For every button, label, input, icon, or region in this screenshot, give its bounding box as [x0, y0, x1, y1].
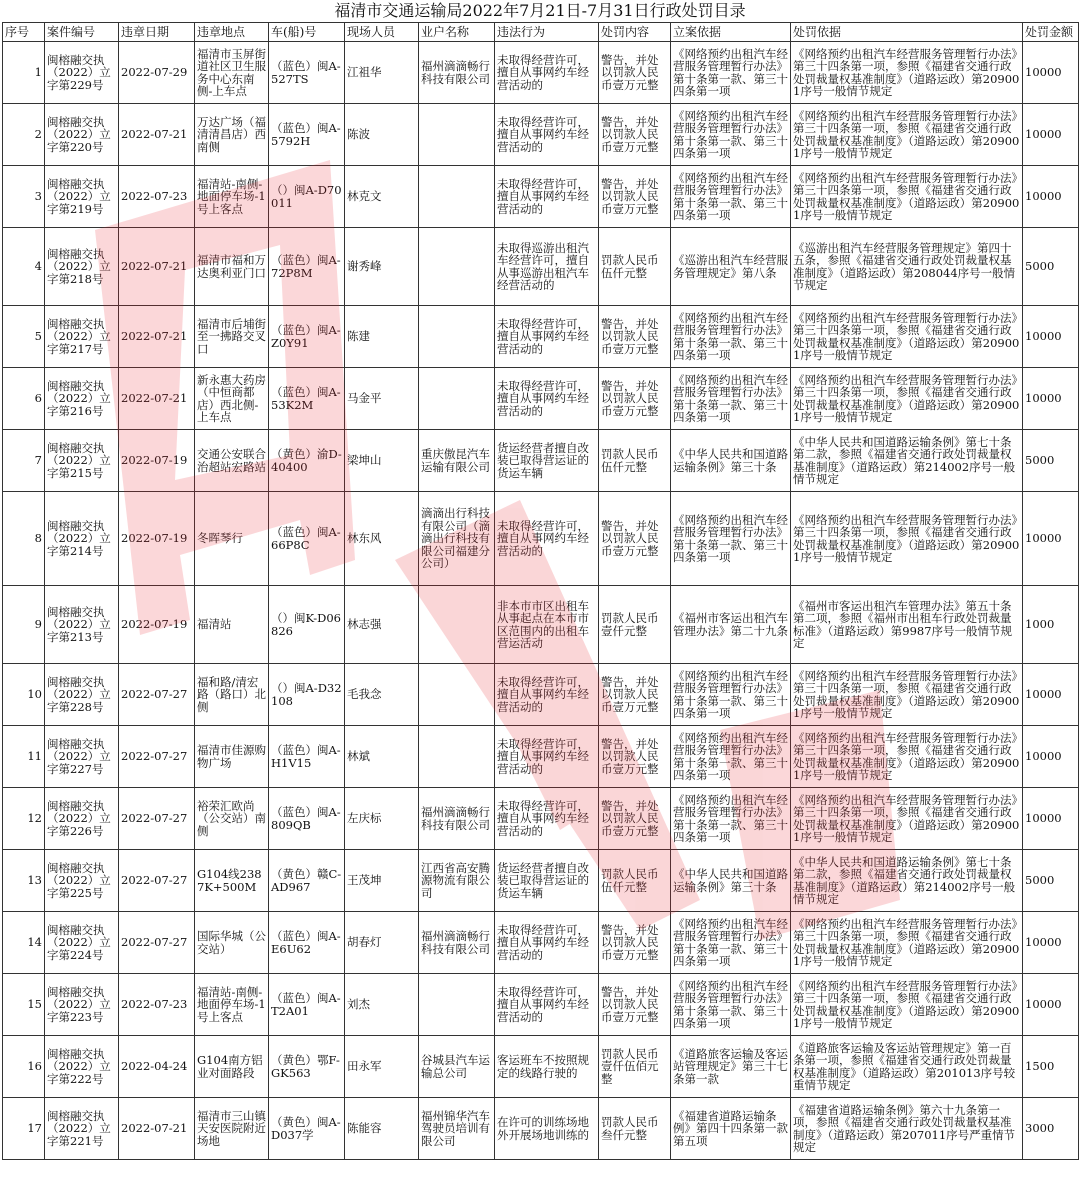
- penalty-content-cell: 罚款人民币壹仟元整: [599, 586, 671, 664]
- plate-number-cell: （蓝色）闽A-66P8C: [269, 492, 345, 586]
- header-cell: 业户名称: [419, 23, 495, 42]
- penalty-amount-cell: 5000: [1023, 850, 1079, 912]
- owner-name-cell: 福州滴滴畅行科技有限公司: [419, 912, 495, 974]
- violation-act-cell: 未取得经营许可，擅自从事网约车经营活动的: [495, 42, 599, 104]
- onsite-person-cell: 林斌: [345, 726, 419, 788]
- owner-name-cell: 福州锦华汽车驾驶员培训有限公司: [419, 1098, 495, 1160]
- case-number-cell: 闽榕融交执（2022）立字第227号: [45, 726, 119, 788]
- row-number-cell: 7: [3, 430, 45, 492]
- filing-basis-cell: 《网络预约出租汽车经营服务管理暂行办法》第十条第一款、第三十四条第一项: [671, 166, 791, 228]
- violation-date-cell: 2022-07-21: [119, 306, 195, 368]
- table-row: [3, 368, 1079, 430]
- plate-number-cell: （黄色）闽A-D037学: [269, 1098, 345, 1160]
- violation-date-cell: 2022-07-19: [119, 430, 195, 492]
- filing-basis-cell: 《网络预约出租汽车经营服务管理暂行办法》第十条第一款、第三十四条第一项: [671, 664, 791, 726]
- penalty-content-cell: 罚款人民币伍仟元整: [599, 228, 671, 306]
- owner-name-cell: 福州滴滴畅行科技有限公司: [419, 42, 495, 104]
- filing-basis-cell: 《福建省道路运输条例》第四十四条第一款第五项: [671, 1098, 791, 1160]
- violation-act-cell: 货运经营者擅自改装已取得营运证的货运车辆: [495, 430, 599, 492]
- case-number-cell: 闽榕融交执（2022）立字第218号: [45, 228, 119, 306]
- onsite-person-cell: 林志强: [345, 586, 419, 664]
- penalty-amount-cell: 10000: [1023, 664, 1079, 726]
- header-cell: 序号: [3, 23, 45, 42]
- penalty-amount-cell: 5000: [1023, 430, 1079, 492]
- penalty-basis-cell: 《中华人民共和国道路运输条例》第七十条第二款，参照《福建省交通行政处罚裁量权基准制度》（道路运政）第214002序号一般情节规定: [791, 850, 1023, 912]
- header-cell: 处罚依据: [791, 23, 1023, 42]
- header-cell: 违法行为: [495, 23, 599, 42]
- penalty-amount-cell: 10000: [1023, 726, 1079, 788]
- violation-place-cell: 福清市福和万达奥利亚门口: [195, 228, 269, 306]
- onsite-person-cell: 谢秀峰: [345, 228, 419, 306]
- penalty-basis-cell: 《网络预约出租汽车经营服务管理暂行办法》第三十四条第一项，参照《福建省交通行政处罚裁量权基准制度》（道路运政）第209001序号一般情节规定: [791, 726, 1023, 788]
- penalty-amount-cell: 10000: [1023, 368, 1079, 430]
- violation-act-cell: 未取得经营许可，擅自从事网约车经营活动的: [495, 492, 599, 586]
- violation-act-cell: 货运经营者擅自改装已取得营运证的货运车辆: [495, 850, 599, 912]
- filing-basis-cell: 《网络预约出租汽车经营服务管理暂行办法》第十条第一款、第三十四条第一项: [671, 726, 791, 788]
- header-cell: 违章日期: [119, 23, 195, 42]
- penalty-content-cell: 警告，并处以罚款人民币壹万元整: [599, 104, 671, 166]
- onsite-person-cell: 刘杰: [345, 974, 419, 1036]
- violation-act-cell: 未取得经营许可，擅自从事网约车经营活动的: [495, 912, 599, 974]
- plate-number-cell: （蓝色）闽A-Z0Y91: [269, 306, 345, 368]
- row-number-cell: 4: [3, 228, 45, 306]
- violation-place-cell: 福清站: [195, 586, 269, 664]
- case-number-cell: 闽榕融交执（2022）立字第224号: [45, 912, 119, 974]
- penalty-basis-cell: 《福州市客运出租汽车管理办法》第五十条第二项，参照《福州市出租车行政处罚裁量标准》（道路运政）第9987序号一般情节规定: [791, 586, 1023, 664]
- table-body: [3, 42, 1079, 1160]
- header-cell: 处罚金额: [1023, 23, 1079, 42]
- plate-number-cell: （蓝色）闽A-5792H: [269, 104, 345, 166]
- violation-act-cell: 未取得经营许可，擅自从事网约车经营活动的: [495, 166, 599, 228]
- penalty-amount-cell: 1500: [1023, 1036, 1079, 1098]
- penalty-content-cell: 警告，并处以罚款人民币壹万元整: [599, 42, 671, 104]
- row-number-cell: 16: [3, 1036, 45, 1098]
- table-row: [3, 228, 1079, 306]
- penalty-basis-cell: 《网络预约出租汽车经营服务管理暂行办法》第三十四条第一项，参照《福建省交通行政处罚裁量权基准制度》（道路运政）第209001序号一般情节规定: [791, 306, 1023, 368]
- violation-act-cell: 在许可的训练场地外开展场地训练的: [495, 1098, 599, 1160]
- owner-name-cell: [419, 104, 495, 166]
- violation-date-cell: 2022-04-24: [119, 1036, 195, 1098]
- filing-basis-cell: 《网络预约出租汽车经营服务管理暂行办法》第十条第一款、第三十四条第一项: [671, 306, 791, 368]
- onsite-person-cell: 马金平: [345, 368, 419, 430]
- violation-place-cell: 国际华城（公交站）: [195, 912, 269, 974]
- plate-number-cell: （蓝色）闽A-527TS: [269, 42, 345, 104]
- penalty-basis-cell: 《网络预约出租汽车经营服务管理暂行办法》第三十四条第一项，参照《福建省交通行政处罚裁量权基准制度》（道路运政）第209001序号一般情节规定: [791, 974, 1023, 1036]
- page-title: 福清市交通运输局2022年7月21日-7月31日行政处罚目录: [334, 1, 746, 20]
- table-row: [3, 664, 1079, 726]
- violation-act-cell: 未取得经营许可，擅自从事网约车经营活动的: [495, 664, 599, 726]
- filing-basis-cell: 《网络预约出租汽车经营服务管理暂行办法》第十条第一款、第三十四条第一项: [671, 492, 791, 586]
- violation-date-cell: 2022-07-27: [119, 788, 195, 850]
- violation-act-cell: 非本市市区出租车从事起点在本市市区范围内的出租车营运活动: [495, 586, 599, 664]
- penalty-amount-cell: 3000: [1023, 1098, 1079, 1160]
- filing-basis-cell: 《网络预约出租汽车经营服务管理暂行办法》第十条第一款、第三十四条第一项: [671, 974, 791, 1036]
- penalty-basis-cell: 《网络预约出租汽车经营服务管理暂行办法》第三十四条第一项，参照《福建省交通行政处罚裁量权基准制度》（道路运政）第209001序号一般情节规定: [791, 42, 1023, 104]
- row-number-cell: 13: [3, 850, 45, 912]
- filing-basis-cell: 《网络预约出租汽车经营服务管理暂行办法》第十条第一款、第三十四条第一项: [671, 104, 791, 166]
- plate-number-cell: （蓝色）闽A-53K2M: [269, 368, 345, 430]
- penalty-content-cell: 罚款人民币伍仟元整: [599, 430, 671, 492]
- onsite-person-cell: 胡春灯: [345, 912, 419, 974]
- case-number-cell: 闽榕融交执（2022）立字第215号: [45, 430, 119, 492]
- case-number-cell: 闽榕融交执（2022）立字第220号: [45, 104, 119, 166]
- penalty-basis-cell: 《网络预约出租汽车经营服务管理暂行办法》第三十四条第一项，参照《福建省交通行政处罚裁量权基准制度》（道路运政）第209001序号一般情节规定: [791, 368, 1023, 430]
- case-number-cell: 闽榕融交执（2022）立字第216号: [45, 368, 119, 430]
- violation-place-cell: 冬晖琴行: [195, 492, 269, 586]
- owner-name-cell: [419, 664, 495, 726]
- violation-date-cell: 2022-07-29: [119, 42, 195, 104]
- case-number-cell: 闽榕融交执（2022）立字第221号: [45, 1098, 119, 1160]
- violation-act-cell: 未取得经营许可，擅自从事网约车经营活动的: [495, 974, 599, 1036]
- table-row: [3, 974, 1079, 1036]
- violation-date-cell: 2022-07-21: [119, 1098, 195, 1160]
- onsite-person-cell: 江祖华: [345, 42, 419, 104]
- filing-basis-cell: 《网络预约出租汽车经营服务管理暂行办法》第十条第一款、第三十四条第一项: [671, 788, 791, 850]
- penalty-basis-cell: 《巡游出租汽车经营服务管理规定》第四十五条，参照《福建省交通行政处罚裁量权基准制度》（道路运政）第208044序号一般情节规定: [791, 228, 1023, 306]
- table-row: [3, 166, 1079, 228]
- violation-date-cell: 2022-07-21: [119, 104, 195, 166]
- filing-basis-cell: 《网络预约出租汽车经营服务管理暂行办法》第十条第一款、第三十四条第一项: [671, 368, 791, 430]
- table-row: [3, 492, 1079, 586]
- violation-place-cell: 福清市玉屏街道社区卫生服务中心东南侧-上车点: [195, 42, 269, 104]
- plate-number-cell: （）闽A-D32108: [269, 664, 345, 726]
- penalty-table: [2, 22, 1079, 1160]
- onsite-person-cell: 陈建: [345, 306, 419, 368]
- case-number-cell: 闽榕融交执（2022）立字第219号: [45, 166, 119, 228]
- onsite-person-cell: 田永军: [345, 1036, 419, 1098]
- onsite-person-cell: 梁坤山: [345, 430, 419, 492]
- owner-name-cell: [419, 586, 495, 664]
- owner-name-cell: 福州滴滴畅行科技有限公司: [419, 788, 495, 850]
- penalty-basis-cell: 《福建省道路运输条例》第六十九条第一项，参照《福建省交通行政处罚裁量权基准制度》（道路运政）第207011序号严重情节规定: [791, 1098, 1023, 1160]
- row-number-cell: 6: [3, 368, 45, 430]
- plate-number-cell: （蓝色）闽A-E6U62: [269, 912, 345, 974]
- case-number-cell: 闽榕融交执（2022）立字第229号: [45, 42, 119, 104]
- case-number-cell: 闽榕融交执（2022）立字第214号: [45, 492, 119, 586]
- table-row: [3, 726, 1079, 788]
- onsite-person-cell: 陈能容: [345, 1098, 419, 1160]
- penalty-amount-cell: 10000: [1023, 912, 1079, 974]
- penalty-basis-cell: 《网络预约出租汽车经营服务管理暂行办法》第三十四条第一项，参照《福建省交通行政处罚裁量权基准制度》（道路运政）第209001序号一般情节规定: [791, 492, 1023, 586]
- owner-name-cell: 谷城县汽车运输总公司: [419, 1036, 495, 1098]
- row-number-cell: 11: [3, 726, 45, 788]
- violation-place-cell: 福清市后埔街至一拂路交叉口: [195, 306, 269, 368]
- violation-place-cell: 交通公安联合治超站宏路站: [195, 430, 269, 492]
- filing-basis-cell: 《福州市客运出租汽车管理办法》第二十九条: [671, 586, 791, 664]
- row-number-cell: 2: [3, 104, 45, 166]
- violation-place-cell: G104南方铝业对面路段: [195, 1036, 269, 1098]
- violation-date-cell: 2022-07-21: [119, 368, 195, 430]
- plate-number-cell: （黄色）赣C-AD967: [269, 850, 345, 912]
- violation-date-cell: 2022-07-23: [119, 974, 195, 1036]
- penalty-basis-cell: 《网络预约出租汽车经营服务管理暂行办法》第三十四条第一项，参照《福建省交通行政处罚裁量权基准制度》（道路运政）第209001序号一般情节规定: [791, 664, 1023, 726]
- header-cell: 车(船)号: [269, 23, 345, 42]
- onsite-person-cell: 王茂坤: [345, 850, 419, 912]
- table-row: [3, 1098, 1079, 1160]
- violation-place-cell: 福清市佳源购物广场: [195, 726, 269, 788]
- onsite-person-cell: 陈波: [345, 104, 419, 166]
- violation-place-cell: 福和路/清宏路（路口）北侧: [195, 664, 269, 726]
- plate-number-cell: （）闽A-D70011: [269, 166, 345, 228]
- penalty-content-cell: 罚款人民币伍仟元整: [599, 850, 671, 912]
- row-number-cell: 15: [3, 974, 45, 1036]
- case-number-cell: 闽榕融交执（2022）立字第225号: [45, 850, 119, 912]
- violation-act-cell: 未取得经营许可，擅自从事网约车经营活动的: [495, 104, 599, 166]
- case-number-cell: 闽榕融交执（2022）立字第217号: [45, 306, 119, 368]
- penalty-basis-cell: 《网络预约出租汽车经营服务管理暂行办法》第三十四条第一项，参照《福建省交通行政处罚裁量权基准制度》（道路运政）第209001序号一般情节规定: [791, 912, 1023, 974]
- penalty-amount-cell: 1000: [1023, 586, 1079, 664]
- penalty-content-cell: 警告，并处以罚款人民币壹万元整: [599, 368, 671, 430]
- penalty-amount-cell: 10000: [1023, 306, 1079, 368]
- owner-name-cell: [419, 974, 495, 1036]
- violation-date-cell: 2022-07-27: [119, 664, 195, 726]
- violation-act-cell: 未取得经营许可，擅自从事网约车经营活动的: [495, 726, 599, 788]
- filing-basis-cell: 《巡游出租汽车经营服务管理规定》第八条: [671, 228, 791, 306]
- plate-number-cell: （黄色）渝D-40400: [269, 430, 345, 492]
- violation-place-cell: 万达广场（福清清昌店）西南侧: [195, 104, 269, 166]
- penalty-content-cell: 警告，并处以罚款人民币壹万元整: [599, 166, 671, 228]
- violation-date-cell: 2022-07-27: [119, 726, 195, 788]
- penalty-amount-cell: 10000: [1023, 104, 1079, 166]
- violation-place-cell: 福清站-南侧-地面停车场-1号上客点: [195, 974, 269, 1036]
- violation-act-cell: 客运班车不按照规定的线路行驶的: [495, 1036, 599, 1098]
- penalty-content-cell: 警告，并处以罚款人民币壹万元整: [599, 726, 671, 788]
- penalty-content-cell: 警告，并处以罚款人民币壹万元整: [599, 912, 671, 974]
- table-row: [3, 306, 1079, 368]
- row-number-cell: 8: [3, 492, 45, 586]
- row-number-cell: 3: [3, 166, 45, 228]
- onsite-person-cell: 林东风: [345, 492, 419, 586]
- penalty-content-cell: 罚款人民币壹仟伍佰元整: [599, 1036, 671, 1098]
- owner-name-cell: [419, 726, 495, 788]
- row-number-cell: 5: [3, 306, 45, 368]
- header-cell: 处罚内容: [599, 23, 671, 42]
- penalty-basis-cell: 《网络预约出租汽车经营服务管理暂行办法》第三十四条第一项，参照《福建省交通行政处罚裁量权基准制度》（道路运政）第209001序号一般情节规定: [791, 788, 1023, 850]
- penalty-content-cell: 警告，并处以罚款人民币壹万元整: [599, 306, 671, 368]
- violation-act-cell: 未取得经营许可，擅自从事网约车经营活动的: [495, 788, 599, 850]
- row-number-cell: 10: [3, 664, 45, 726]
- violation-date-cell: 2022-07-27: [119, 850, 195, 912]
- filing-basis-cell: 《道路旅客运输及客运站管理规定》第三十七条第一款: [671, 1036, 791, 1098]
- penalty-amount-cell: 10000: [1023, 42, 1079, 104]
- table-row: [3, 42, 1079, 104]
- table-row: [3, 586, 1079, 664]
- violation-act-cell: 未取得经营许可，擅自从事网约车经营活动的: [495, 306, 599, 368]
- violation-act-cell: 未取得巡游出租汽车经营许可，擅自从事巡游出租汽车经营活动的: [495, 228, 599, 306]
- penalty-amount-cell: 5000: [1023, 228, 1079, 306]
- row-number-cell: 12: [3, 788, 45, 850]
- owner-name-cell: [419, 306, 495, 368]
- penalty-content-cell: 警告，并处以罚款人民币壹万元整: [599, 492, 671, 586]
- penalty-amount-cell: 10000: [1023, 166, 1079, 228]
- violation-place-cell: 新永惠大药房（中恒商都店）西北侧-上车点: [195, 368, 269, 430]
- violation-act-cell: 未取得经营许可，擅自从事网约车经营活动的: [495, 368, 599, 430]
- plate-number-cell: （蓝色）闽A-809QB: [269, 788, 345, 850]
- penalty-content-cell: 警告，并处以罚款人民币壹万元整: [599, 664, 671, 726]
- onsite-person-cell: 左庆标: [345, 788, 419, 850]
- penalty-content-cell: 警告，并处以罚款人民币壹万元整: [599, 788, 671, 850]
- plate-number-cell: （黄色）鄂F-GK563: [269, 1036, 345, 1098]
- table-header-row: [3, 23, 1079, 42]
- owner-name-cell: 重庆傲昆汽车运输有限公司: [419, 430, 495, 492]
- table-row: [3, 104, 1079, 166]
- case-number-cell: 闽榕融交执（2022）立字第213号: [45, 586, 119, 664]
- violation-place-cell: G104线2387K+500M: [195, 850, 269, 912]
- penalty-amount-cell: 10000: [1023, 974, 1079, 1036]
- violation-place-cell: 福清市三山镇天安医院附近场地: [195, 1098, 269, 1160]
- owner-name-cell: [419, 228, 495, 306]
- header-cell: 案件编号: [45, 23, 119, 42]
- table-row: [3, 430, 1079, 492]
- case-number-cell: 闽榕融交执（2022）立字第228号: [45, 664, 119, 726]
- plate-number-cell: （蓝色）闽A-H1V15: [269, 726, 345, 788]
- penalty-basis-cell: 《中华人民共和国道路运输条例》第七十条第二款，参照《福建省交通行政处罚裁量权基准制度》（道路运政）第214002序号一般情节规定: [791, 430, 1023, 492]
- onsite-person-cell: 林克文: [345, 166, 419, 228]
- header-cell: 立案依据: [671, 23, 791, 42]
- header-cell: 违章地点: [195, 23, 269, 42]
- filing-basis-cell: 《中华人民共和国道路运输条例》第三十条: [671, 430, 791, 492]
- header-cell: 现场人员: [345, 23, 419, 42]
- owner-name-cell: 江西省高安腾源物流有限公司: [419, 850, 495, 912]
- table-row: [3, 1036, 1079, 1098]
- violation-place-cell: 福清站-南侧-地面停车场-1号上客点: [195, 166, 269, 228]
- case-number-cell: 闽榕融交执（2022）立字第226号: [45, 788, 119, 850]
- table-row: [3, 788, 1079, 850]
- filing-basis-cell: 《网络预约出租汽车经营服务管理暂行办法》第十条第一款、第三十四条第一项: [671, 912, 791, 974]
- violation-date-cell: 2022-07-19: [119, 586, 195, 664]
- penalty-content-cell: 警告，并处以罚款人民币壹万元整: [599, 974, 671, 1036]
- row-number-cell: 17: [3, 1098, 45, 1160]
- violation-place-cell: 裕荣汇欧尚（公交站）南侧: [195, 788, 269, 850]
- case-number-cell: 闽榕融交执（2022）立字第222号: [45, 1036, 119, 1098]
- owner-name-cell: [419, 368, 495, 430]
- penalty-amount-cell: 10000: [1023, 788, 1079, 850]
- penalty-content-cell: 罚款人民币叁仟元整: [599, 1098, 671, 1160]
- plate-number-cell: （）闽K-D06826: [269, 586, 345, 664]
- violation-date-cell: 2022-07-19: [119, 492, 195, 586]
- filing-basis-cell: 《网络预约出租汽车经营服务管理暂行办法》第十条第一款、第三十四条第一项: [671, 42, 791, 104]
- violation-date-cell: 2022-07-21: [119, 228, 195, 306]
- penalty-basis-cell: 《网络预约出租汽车经营服务管理暂行办法》第三十四条第一项，参照《福建省交通行政处罚裁量权基准制度》（道路运政）第209001序号一般情节规定: [791, 104, 1023, 166]
- filing-basis-cell: 《中华人民共和国道路运输条例》第三十条: [671, 850, 791, 912]
- onsite-person-cell: 毛我念: [345, 664, 419, 726]
- row-number-cell: 14: [3, 912, 45, 974]
- table-row: [3, 850, 1079, 912]
- plate-number-cell: （蓝色）闽A-72P8M: [269, 228, 345, 306]
- row-number-cell: 1: [3, 42, 45, 104]
- penalty-amount-cell: 10000: [1023, 492, 1079, 586]
- case-number-cell: 闽榕融交执（2022）立字第223号: [45, 974, 119, 1036]
- violation-date-cell: 2022-07-23: [119, 166, 195, 228]
- penalty-basis-cell: 《网络预约出租汽车经营服务管理暂行办法》第三十四条第一项，参照《福建省交通行政处罚裁量权基准制度》（道路运政）第209001序号一般情节规定: [791, 166, 1023, 228]
- owner-name-cell: 滴滴出行科技有限公司（滴滴出行科技有限公司福建分公司）: [419, 492, 495, 586]
- penalty-basis-cell: 《道路旅客运输及客运站管理规定》第一百条第一项，参照《福建省交通行政处罚裁量权基准制度》（道路运政）第201013序号较重情节规定: [791, 1036, 1023, 1098]
- violation-date-cell: 2022-07-27: [119, 912, 195, 974]
- table-row: [3, 912, 1079, 974]
- row-number-cell: 9: [3, 586, 45, 664]
- owner-name-cell: [419, 166, 495, 228]
- plate-number-cell: （蓝色）闽A-T2A01: [269, 974, 345, 1036]
